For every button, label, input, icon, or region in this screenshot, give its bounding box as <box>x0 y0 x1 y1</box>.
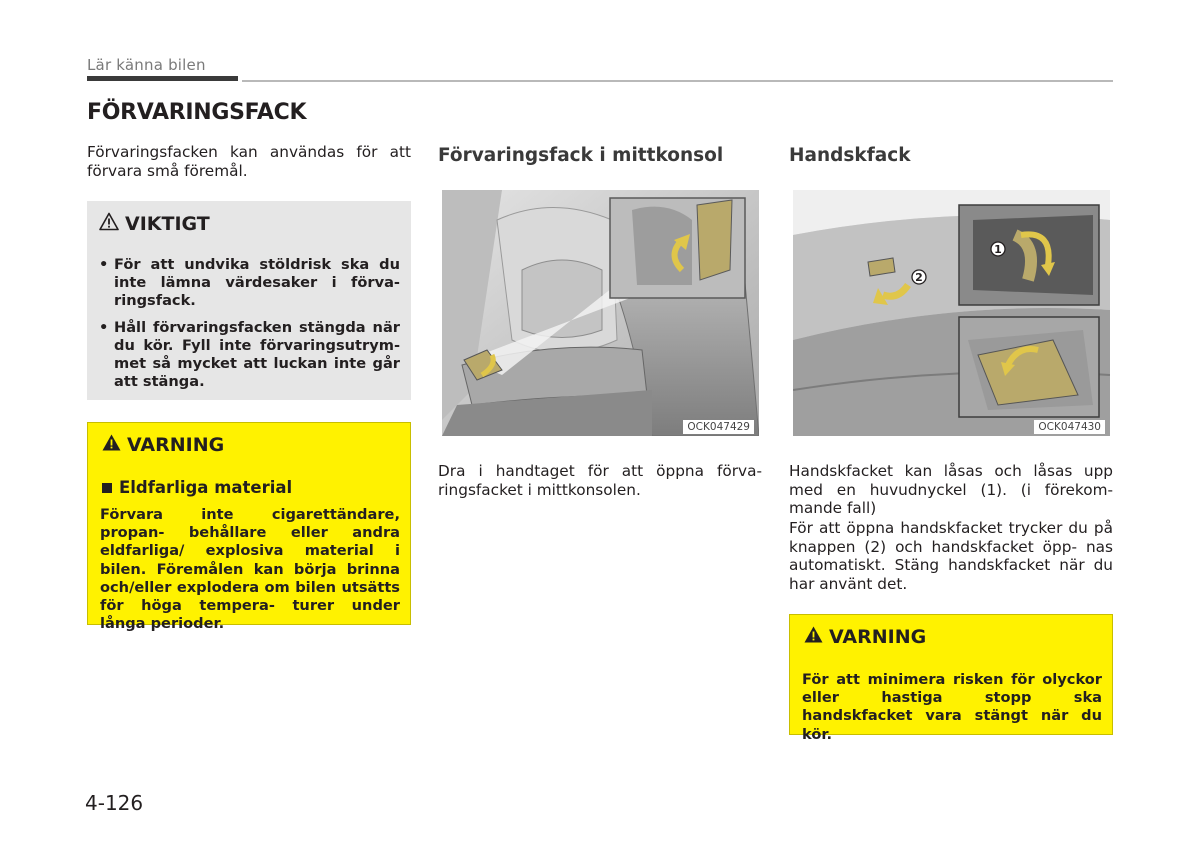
warning-subheading-label: Eldfarliga material <box>119 478 293 497</box>
header-rule-dark <box>87 76 238 81</box>
note-list <box>97 256 400 399</box>
note-item: • För att undvika stöldrisk ska du inte lämna värdesaker i förva- ringsfack. <box>97 256 400 311</box>
figure-code: OCK047430 <box>1034 420 1105 434</box>
console-text: Dra i handtaget för att öppna förva- ringsfacket i mittkonsolen. <box>438 462 762 499</box>
note-item: • Håll förvaringsfacken stängda när du kör. Fyll inte förvaringsutrym- met så mycket att luckan inte går att stänga. <box>97 319 400 392</box>
glovebox-figure <box>793 190 1110 436</box>
warning-heading <box>804 626 926 648</box>
page-title: FÖRVARINGSFACK <box>87 100 307 125</box>
header-rule-light <box>242 80 1113 82</box>
console-figure <box>442 190 759 436</box>
warning-subheading <box>102 478 292 497</box>
note-heading-label: VIKTIGT <box>125 213 210 235</box>
intro-text: Förvaringsfacken kan användas för att förvara små föremål. <box>87 143 411 180</box>
caution-icon <box>99 212 119 236</box>
callout-2: 2 <box>915 271 923 284</box>
section-label: Lär känna bilen <box>87 56 206 74</box>
note-box <box>87 201 411 400</box>
figure-code: OCK047429 <box>683 420 754 434</box>
callout-1: 1 <box>994 243 1002 256</box>
warning-box-fire <box>87 422 411 633</box>
warning-heading-label: VARNING <box>829 626 927 648</box>
square-bullet-icon <box>102 483 112 493</box>
warning-text: För att minimera risken för olyckor eller hastiga stopp ska handskfacket vara stängt när du kör. <box>802 671 1102 743</box>
glovebox-illustration <box>793 190 1110 436</box>
warning-icon <box>804 626 823 648</box>
note-heading <box>99 212 210 236</box>
warning-icon <box>102 434 121 456</box>
glovebox-text-1: Handskfacket kan låsas och låsas upp med en huvudnyckel (1). (i förekom- mande fall) <box>789 462 1113 518</box>
warning-text: Förvara inte cigarettändare, propan- behållare eller andra eldfarliga/ explosiva material i bilen. Föremålen kan börja brinna och/eller explodera om bilen utsätts för höga tempera- turer under långa perioder. <box>100 506 400 633</box>
console-heading: Förvaringsfack i mittkonsol <box>438 145 724 166</box>
console-illustration <box>442 190 759 436</box>
warning-heading <box>102 434 224 456</box>
glovebox-text-2: För att öppna handskfacket trycker du på knappen (2) och handskfacket öpp- nas automatiskt. Stäng handskfacket när du har använt det. <box>789 519 1113 593</box>
warning-box-glovebox <box>789 614 1113 743</box>
warning-heading-label: VARNING <box>127 434 225 456</box>
glovebox-heading: Handskfack <box>789 145 911 166</box>
page-number: 4-126 <box>85 791 144 815</box>
